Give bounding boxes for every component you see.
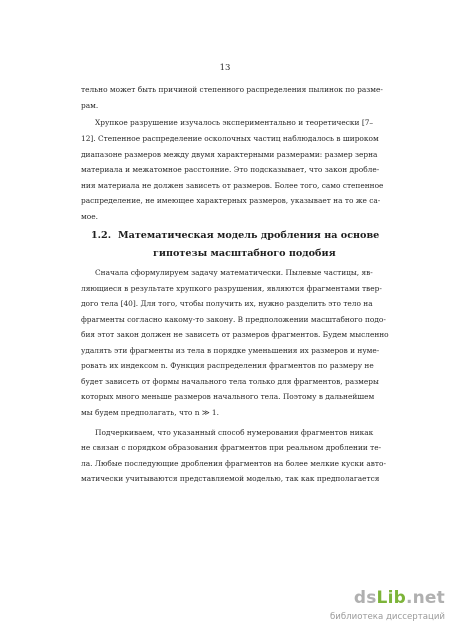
text-line: Хрупкое разрушение изучалось экспериментально и теоретически [7– — [95, 118, 374, 127]
text-line: фрагменты согласно какому-то закону. В предположении масштабного подо- — [81, 315, 386, 324]
text-line: мое. — [81, 212, 98, 221]
text-line: ровать их индексом n. Функция распределения фрагментов по размеру не — [81, 361, 374, 370]
text-line: рам. — [81, 101, 99, 110]
text-line: материала и межатомное расстояние. Это подсказывает, что закон дробле- — [81, 165, 380, 174]
text-line: которых много меньше размеров начального тела. Поэтому в дальнейшем — [81, 392, 375, 401]
logo-wordmark — [354, 588, 445, 608]
text-line: 12]. Степенное распределение осколочных частиц наблюдалось в широком — [81, 134, 379, 143]
section-number: 1.2. — [91, 230, 112, 241]
text-line: диапазоне размеров между двумя характерными размерами: размер зерна — [81, 150, 378, 159]
text-line: распределение, не имеющее характерных размеров, указывает на то же са- — [81, 196, 381, 205]
dslib-logo — [329, 588, 447, 634]
text-line: дого тела [40]. Для того, чтобы получить их, нужно разделить это тело на — [81, 299, 373, 308]
text-line: ла. Любые последующие дробления фрагментов на более мелкие куски авто- — [81, 459, 386, 468]
text-line: Подчеркиваем, что указанный способ нумерования фрагментов никак — [95, 428, 374, 437]
logo-brand-prefix: ds — [353, 588, 377, 608]
section-title-line2: гипотезы масштабного подобия — [153, 248, 336, 259]
text-line: не связан с порядком образования фрагментов при реальном дроблении те- — [81, 443, 382, 452]
logo-brand-suffix: .net — [405, 588, 445, 608]
text-line: Сначала сформулируем задачу математически. Пылевые частицы, яв- — [95, 268, 373, 277]
text-line: ляющиеся в результате хрупкого разрушения, являются фрагментами твер- — [81, 284, 382, 293]
text-line: бия этот закон должен не зависеть от размеров фрагментов. Будем мысленно — [81, 330, 389, 339]
text-line: ния материала не должен зависеть от размеров. Более того, само степенное — [81, 181, 384, 190]
logo-brand-accent: Lib — [376, 588, 406, 608]
logo-subtitle: библиотека диссертаций — [329, 612, 445, 622]
section-title-line1: Математическая модель дробления на основе — [118, 230, 380, 241]
page-number: 13 — [219, 63, 231, 73]
text-line: матически учитываются представляемой моделью, так как предполагается — [81, 474, 380, 483]
text-line: тельно может быть причиной степенного распределения пылинок по разме- — [81, 85, 383, 94]
text-line: мы будем предполагать, что n ≫ 1. — [81, 408, 219, 417]
text-line: удалять эти фрагменты из тела в порядке уменьшения их размеров и нуме- — [81, 346, 380, 355]
text-line: будет зависеть от формы начального тела только для фрагментов, размеры — [81, 377, 379, 386]
